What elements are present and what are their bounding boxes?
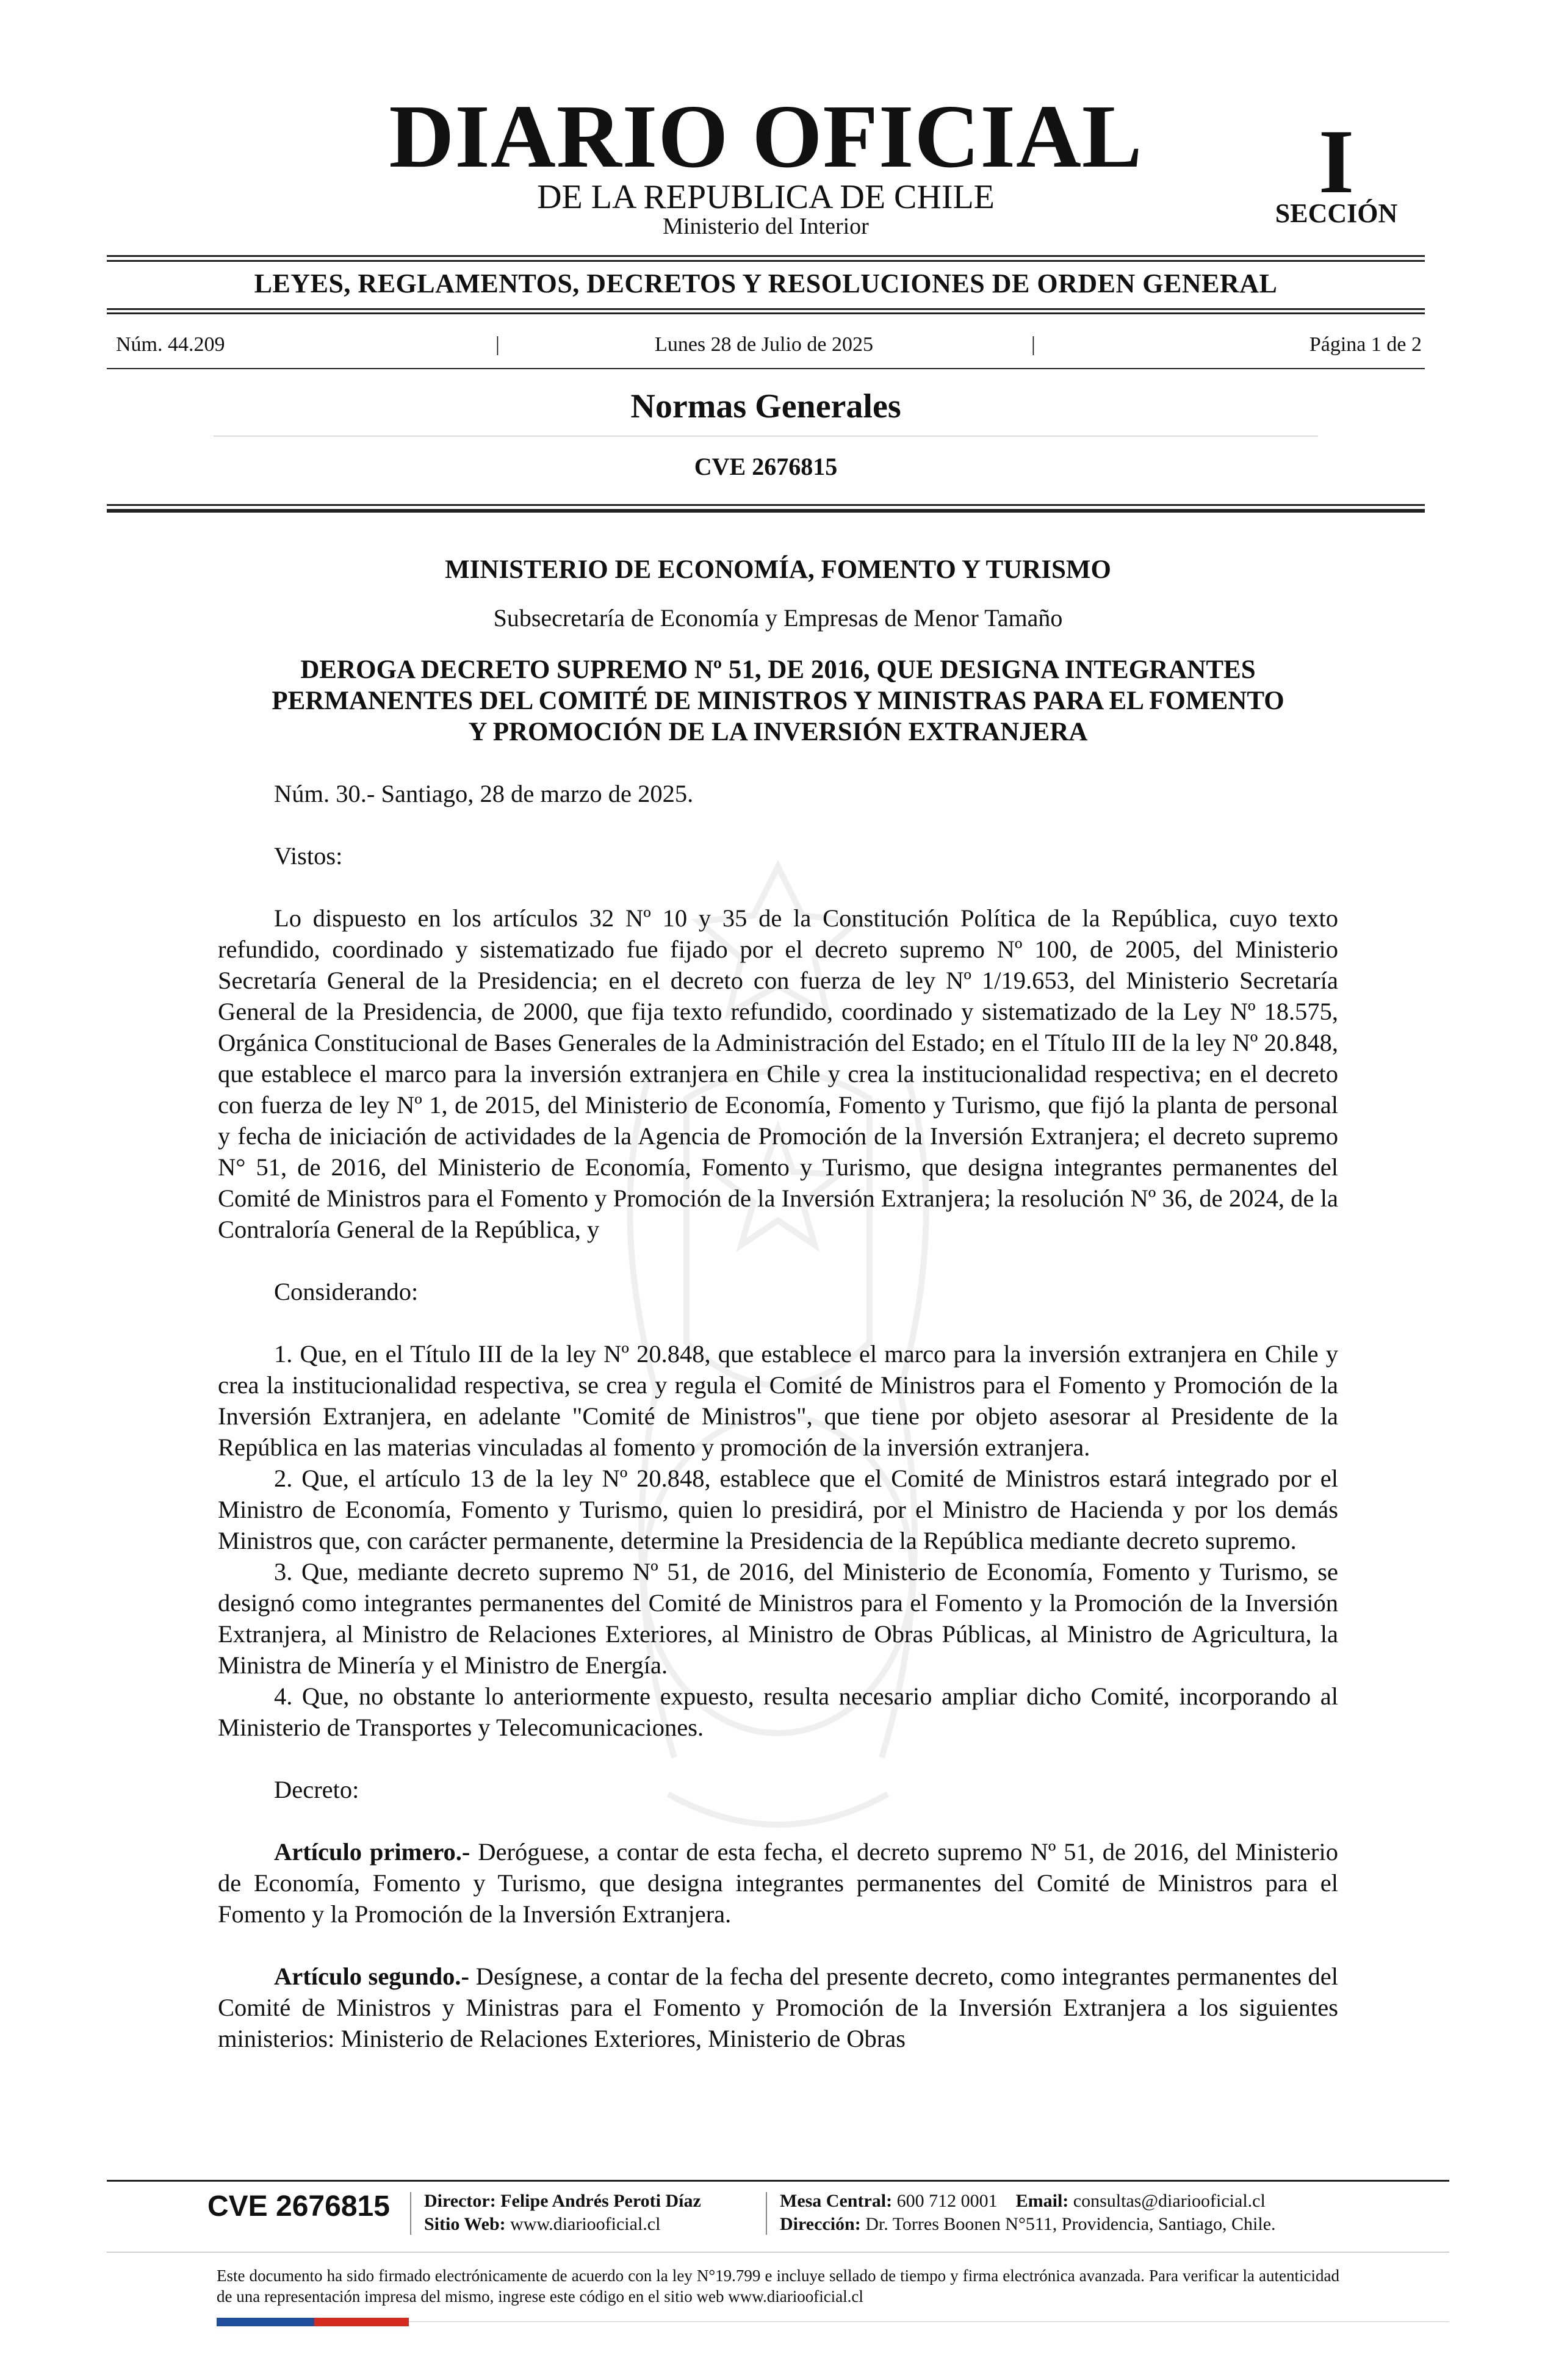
articulo-segundo-text: Desígnese, a contar de la fecha del presente decreto, como integrantes permanentes del Comité de Ministros y Ministras para el Fomento y Promoción de la Inversión Extranjera a los siguientes ministerios: Ministerio de Relaciones Exteriores, Ministerio de Obras [218,1963,1338,2052]
decree-title [217,654,1339,748]
divider [107,260,1425,262]
footer-divider [409,2321,1449,2322]
footer-director [424,2190,701,2213]
articulo-segundo [218,1961,1338,2054]
director-label: Director: [424,2191,496,2211]
divider [107,312,1425,314]
section-label: SECCIÓN [1275,198,1398,228]
issue-separator: | [495,333,500,356]
footer-address [780,2213,1276,2236]
mesa-central-phone: 600 712 0001 [896,2191,998,2211]
decree-title-line: DEROGA DECRETO SUPREMO Nº 51, DE 2016, QUE DESIGNA INTEGRANTES [300,655,1256,684]
cve-code: CVE 2676815 [694,453,838,480]
email-label: Email: [1015,2191,1069,2211]
masthead-subtitle: DE LA REPUBLICA DE CHILE [537,178,995,216]
flag-stripe-red [314,2318,409,2326]
decree-number-date: Núm. 30.- Santiago, 28 de marzo de 2025. [274,780,694,807]
articulo-primero-text: Deróguese, a contar de esta fecha, el decreto supremo Nº 51, de 2016, del Ministerio de Economía, Fomento y Turismo, que designa integrantes permanentes del Comité de Ministros para el Fomento y la Promoción de la Inversión Extranjera. [218,1838,1338,1928]
considerando-item: 2. Que, el artículo 13 de la ley Nº 20.848, establece que el Comité de Ministros estará integrado por el Ministro de Economía, Fomento y Turismo, quien lo presidirá, por el Ministro de Hacienda y por los demás Ministros que, con carácter permanente, determine la Presidencia de la República mediante decreto supremo. [218,1465,1338,1554]
footer-contact [780,2190,1266,2213]
mesa-central-label: Mesa Central: [780,2191,893,2211]
considerando-item: 3. Que, mediante decreto supremo Nº 51, de 2016, del Ministerio de Economía, Fomento y Turismo, se designó como integrantes permanentes del Comité de Ministros para el Fomento y la Promoción de la Inversión Extranjera, al Ministro de Relaciones Exteriores, al Ministro de Obras Públicas, al Ministro de Agricultura, la Ministra de Minería y el Ministro de Energía. [218,1558,1338,1679]
email-link[interactable]: consultas@diariooficial.cl [1073,2191,1266,2211]
articulo-primero [218,1836,1338,1930]
divider [107,504,1425,506]
considerando-label: Considerando: [274,1278,419,1305]
footer-cve-code: CVE 2676815 [207,2190,390,2223]
website-link[interactable]: www.diariooficial.cl [510,2214,661,2234]
articulo-segundo-label: Artículo segundo.- [274,1963,469,1990]
section-heading: LEYES, REGLAMENTOS, DECRETOS Y RESOLUCIONES DE ORDEN GENERAL [254,269,1278,298]
footer-website [424,2213,660,2236]
director-name: Felipe Andrés Peroti Díaz [500,2191,701,2211]
section-number: I [1318,111,1355,212]
decree-body [218,778,1338,2054]
vistos-label: Vistos: [274,842,343,870]
footer-separator [766,2192,767,2235]
page-indicator: Página 1 de 2 [1309,333,1422,356]
articulo-primero-label: Artículo primero.- [274,1838,470,1866]
divider [107,509,1425,513]
decree-title-line: PERMANENTES DEL COMITÉ DE MINISTROS Y MINISTRAS PARA EL FOMENTO [272,687,1284,715]
footer-divider [107,2180,1449,2182]
vistos-text: Lo dispuesto en los artículos 32 Nº 10 y 35 de la Constitución Política de la República, cuyo texto refundido, coordinado y sistematizado fue fijado por el decreto supremo Nº 100, de 2005, del Ministerio Secretaría General de la Presidencia; en el decreto con fuerza de ley Nº 1/19.653, del Ministerio Secretaría General de la Presidencia, de 2000, que fija texto refundido, coordinado y sistematizado de la Ley Nº 18.575, Orgánica Constitucional de Bases Generales de la Administración del Estado; en el Título III de la ley Nº 20.848, que establece el marco para la inversión extranjera en Chile y crea la institucionalidad respectiva; en el decreto con fuerza de ley Nº 1, de 2015, del Ministerio de Economía, Fomento y Turismo, que fijó la planta de personal y fecha de iniciación de actividades de la Agencia de Promoción de la Inversión Extranjera; el decreto supremo N° 51, de 2016, del Ministerio de Economía, Fomento y Turismo, que designa integrantes permanentes del Comité de Ministros para el Fomento y Promoción de la Inversión Extranjera; la resolución Nº 36, de 2024, de la Contraloría General de la República, y [218,904,1338,1243]
subsecretaria-heading: Subsecretaría de Economía y Empresas de Menor Tamaño [493,604,1063,632]
considerando-item: 4. Que, no obstante lo anteriormente expuesto, resulta necesario ampliar dicho Comité, incorporando al Ministerio de Transportes y Telecomunicaciones. [218,1682,1338,1741]
decree-title-line: Y PROMOCIÓN DE LA INVERSIÓN EXTRANJERA [468,718,1088,746]
address-value: Dr. Torres Boonen N°511, Providencia, Santiago, Chile. [865,2214,1276,2234]
footer-legal-notice: Este documento ha sido firmado electrónicamente de acuerdo con la ley N°19.799 e incluye sellado de tiempo y firma electrónica avanzada. Para verificar la autenticidad de una representación impresa del mismo, ingrese este código en el sitio web www.diariooficial.cl [217,2266,1339,2306]
considerando-item: 1. Que, en el Título III de la ley Nº 20.848, que establece el marco para la inversión extranjera en Chile y crea la institucionalidad respectiva, se crea y regula el Comité de Ministros para el Fomento y Promoción de la Inversión Extranjera, en adelante "Comité de Ministros", que tiene por objeto asesorar al Presidente de la República en las materias vinculadas al fomento y promoción de la inversión extranjera. [218,1340,1338,1461]
masthead-title: DIARIO OFICIAL [389,87,1143,187]
address-label: Dirección: [780,2214,861,2234]
normas-generales-title: Normas Generales [630,388,901,425]
divider [107,255,1425,257]
decreto-label: Decreto: [274,1776,359,1803]
ministry-heading: MINISTERIO DE ECONOMÍA, FOMENTO Y TURISMO [445,555,1111,584]
issue-date: Lunes 28 de Julio de 2025 [655,333,873,356]
issue-separator: | [1031,333,1036,356]
divider [107,308,1425,310]
masthead-ministry: Ministerio del Interior [663,214,869,239]
website-label: Sitio Web: [424,2214,506,2234]
divider [107,368,1425,369]
footer-separator [410,2192,411,2235]
issue-number: Núm. 44.209 [116,333,225,356]
flag-stripe-blue [217,2318,314,2326]
